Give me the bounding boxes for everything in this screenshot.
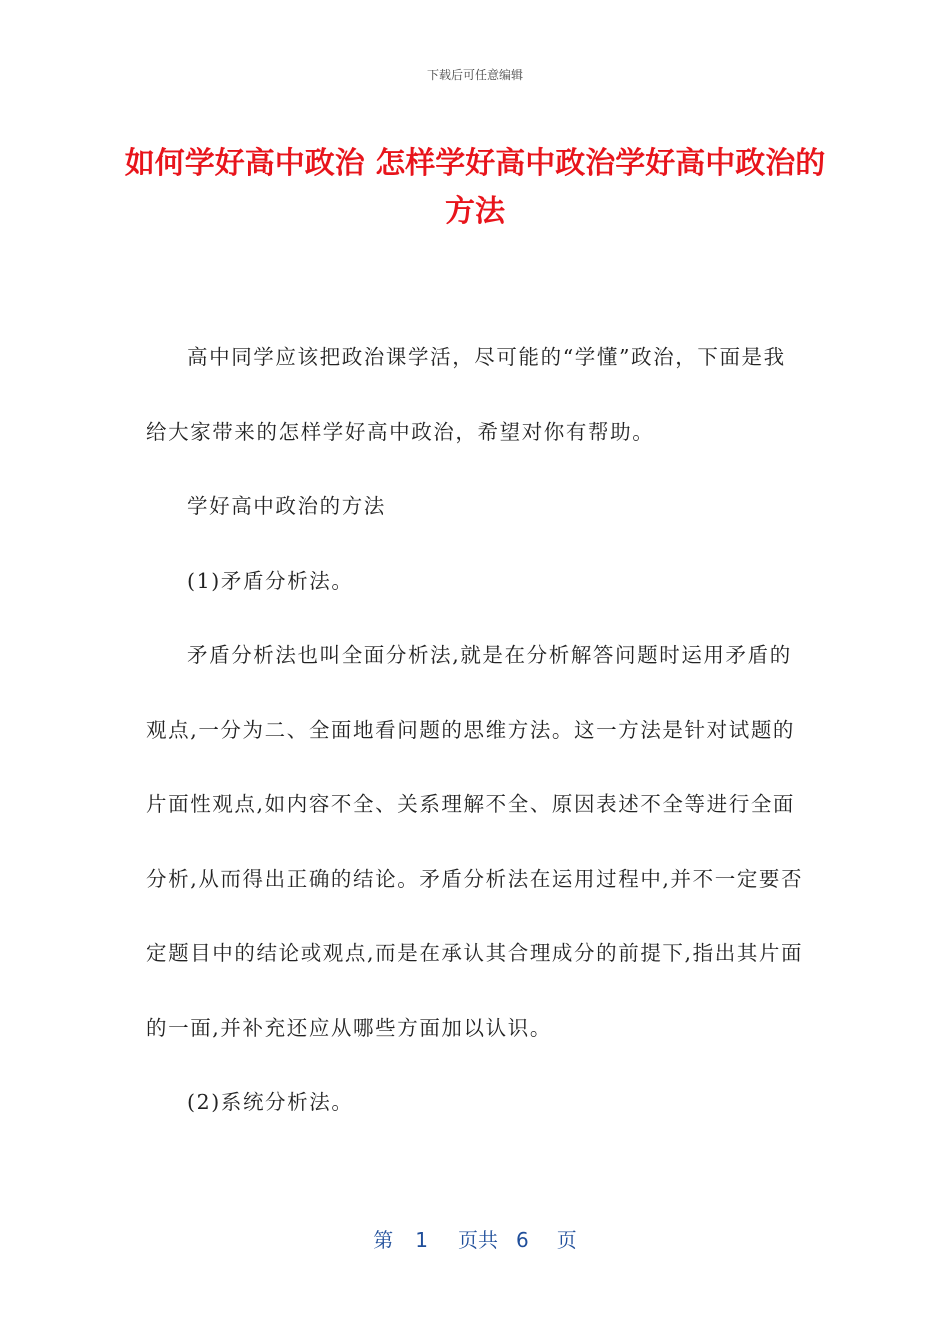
footer-total-pages: 6 <box>516 1228 529 1252</box>
paragraph-intro: 高中同学应该把政治课学活，尽可能的“学懂”政治，下面是我给大家带来的怎样学好高中政治，希望对你有帮助。 <box>146 345 786 444</box>
paragraph-method-1-body: 矛盾分析法也叫全面分析法,就是在分析解答问题时运用矛盾的观点,一分为二、全面地看问题的思维方法。这一方法是针对试题的片面性观点,如内容不全、关系理解不全、原因表述不全等进行全面分析,从而得出正确的结论。矛盾分析法在运用过程中,并不一定要否定题目中的结论或观点,而是在承认其合理成分的前提下,指出其片面的一面,并补充还应从哪些方面加以认识。 <box>146 643 804 1040</box>
footer-suffix: 页 <box>556 1228 577 1252</box>
footer-current-page: 1 <box>415 1228 428 1252</box>
paragraph-section-heading: 学好高中政治的方法 <box>187 494 386 518</box>
document-title: 如何学好高中政治 怎样学好高中政治学好高中政治的方法 <box>124 146 826 229</box>
paragraph-method-2-heading: (2)系统分析法。 <box>187 1090 354 1114</box>
footer-prefix: 第 <box>373 1228 394 1252</box>
footer-middle: 页共 <box>458 1228 498 1252</box>
document-body <box>146 320 806 1140</box>
paragraph-method-1-heading: (1)矛盾分析法。 <box>187 568 354 593</box>
header-note: 下载后可任意编辑 <box>426 68 523 82</box>
page-footer <box>0 1224 950 1253</box>
